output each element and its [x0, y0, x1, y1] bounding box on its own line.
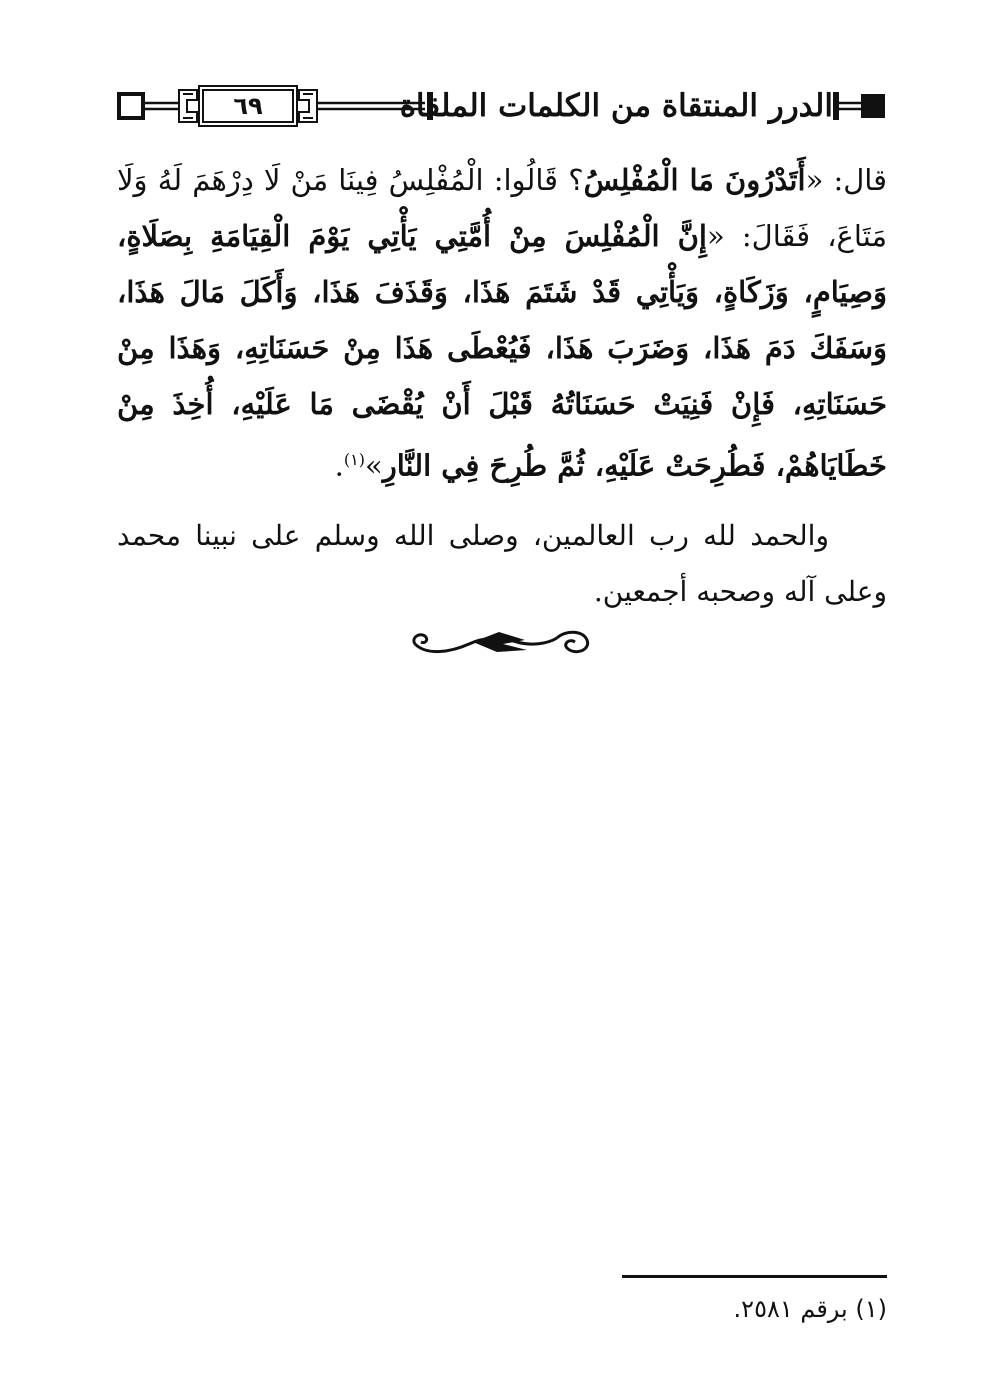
- footnote-separator: [622, 1275, 887, 1278]
- hadith-paragraph: [117, 152, 887, 494]
- hadith-close-quote: »: [364, 448, 383, 483]
- footnote-text: (١) برقم ٢٥٨١.: [733, 1295, 887, 1323]
- running-title: الدرر المنتقاة من الكلمات الملقاة: [399, 88, 833, 124]
- closing-paragraph: والحمد لله رب العالمين، وصلى الله وسلم على نبينا محمد وعلى آله وصحبه أجمعين.: [117, 518, 887, 608]
- hadith-question: أَتَدْرُونَ مَا الْمُفْلِسُ: [583, 163, 806, 197]
- main-text: [117, 152, 887, 620]
- page-header: [117, 82, 887, 130]
- section-end-ornament: [407, 622, 597, 662]
- hadith-intro: قال: «: [805, 163, 888, 197]
- footnote-reference: (١): [343, 450, 365, 469]
- hadith-answer: إِنَّ الْمُفْلِسَ مِنْ أُمَّتِي يَأْتِي يَوْمَ الْقِيَامَةِ بِصَلَاةٍ، وَصِيَامٍ، وَزَكَاةٍ، وَيَأْتِي قَدْ شَتَمَ هَذَا، وَقَذَفَ هَذَا، وَأَكَلَ مَالَ هَذَا، وَسَفَكَ دَمَ هَذَا، وَضَرَبَ هَذَا، فَيُعْطَى هَذَا مِنْ حَسَنَاتِهِ، وَهَذَا مِنْ حَسَنَاتِهِ، فَإِنْ فَنِيَتْ حَسَنَاتُهُ قَبْلَ أَنْ يُقْضَى مَا عَلَيْهِ، أُخِذَ مِنْ خَطَايَاهُمْ، فَطُرِحَتْ عَلَيْهِ، ثُمَّ طُرِحَ فِي النَّارِ: [117, 219, 887, 483]
- hadith-mid: ؟ قَالُوا: الْمُفْلِسُ فِينَا مَنْ لَا دِرْهَمَ لَهُ وَلَا مَتَاعَ، فَقَالَ: «: [117, 163, 887, 253]
- hadith-end: .: [334, 448, 344, 483]
- page-number: ٦٩: [233, 92, 263, 120]
